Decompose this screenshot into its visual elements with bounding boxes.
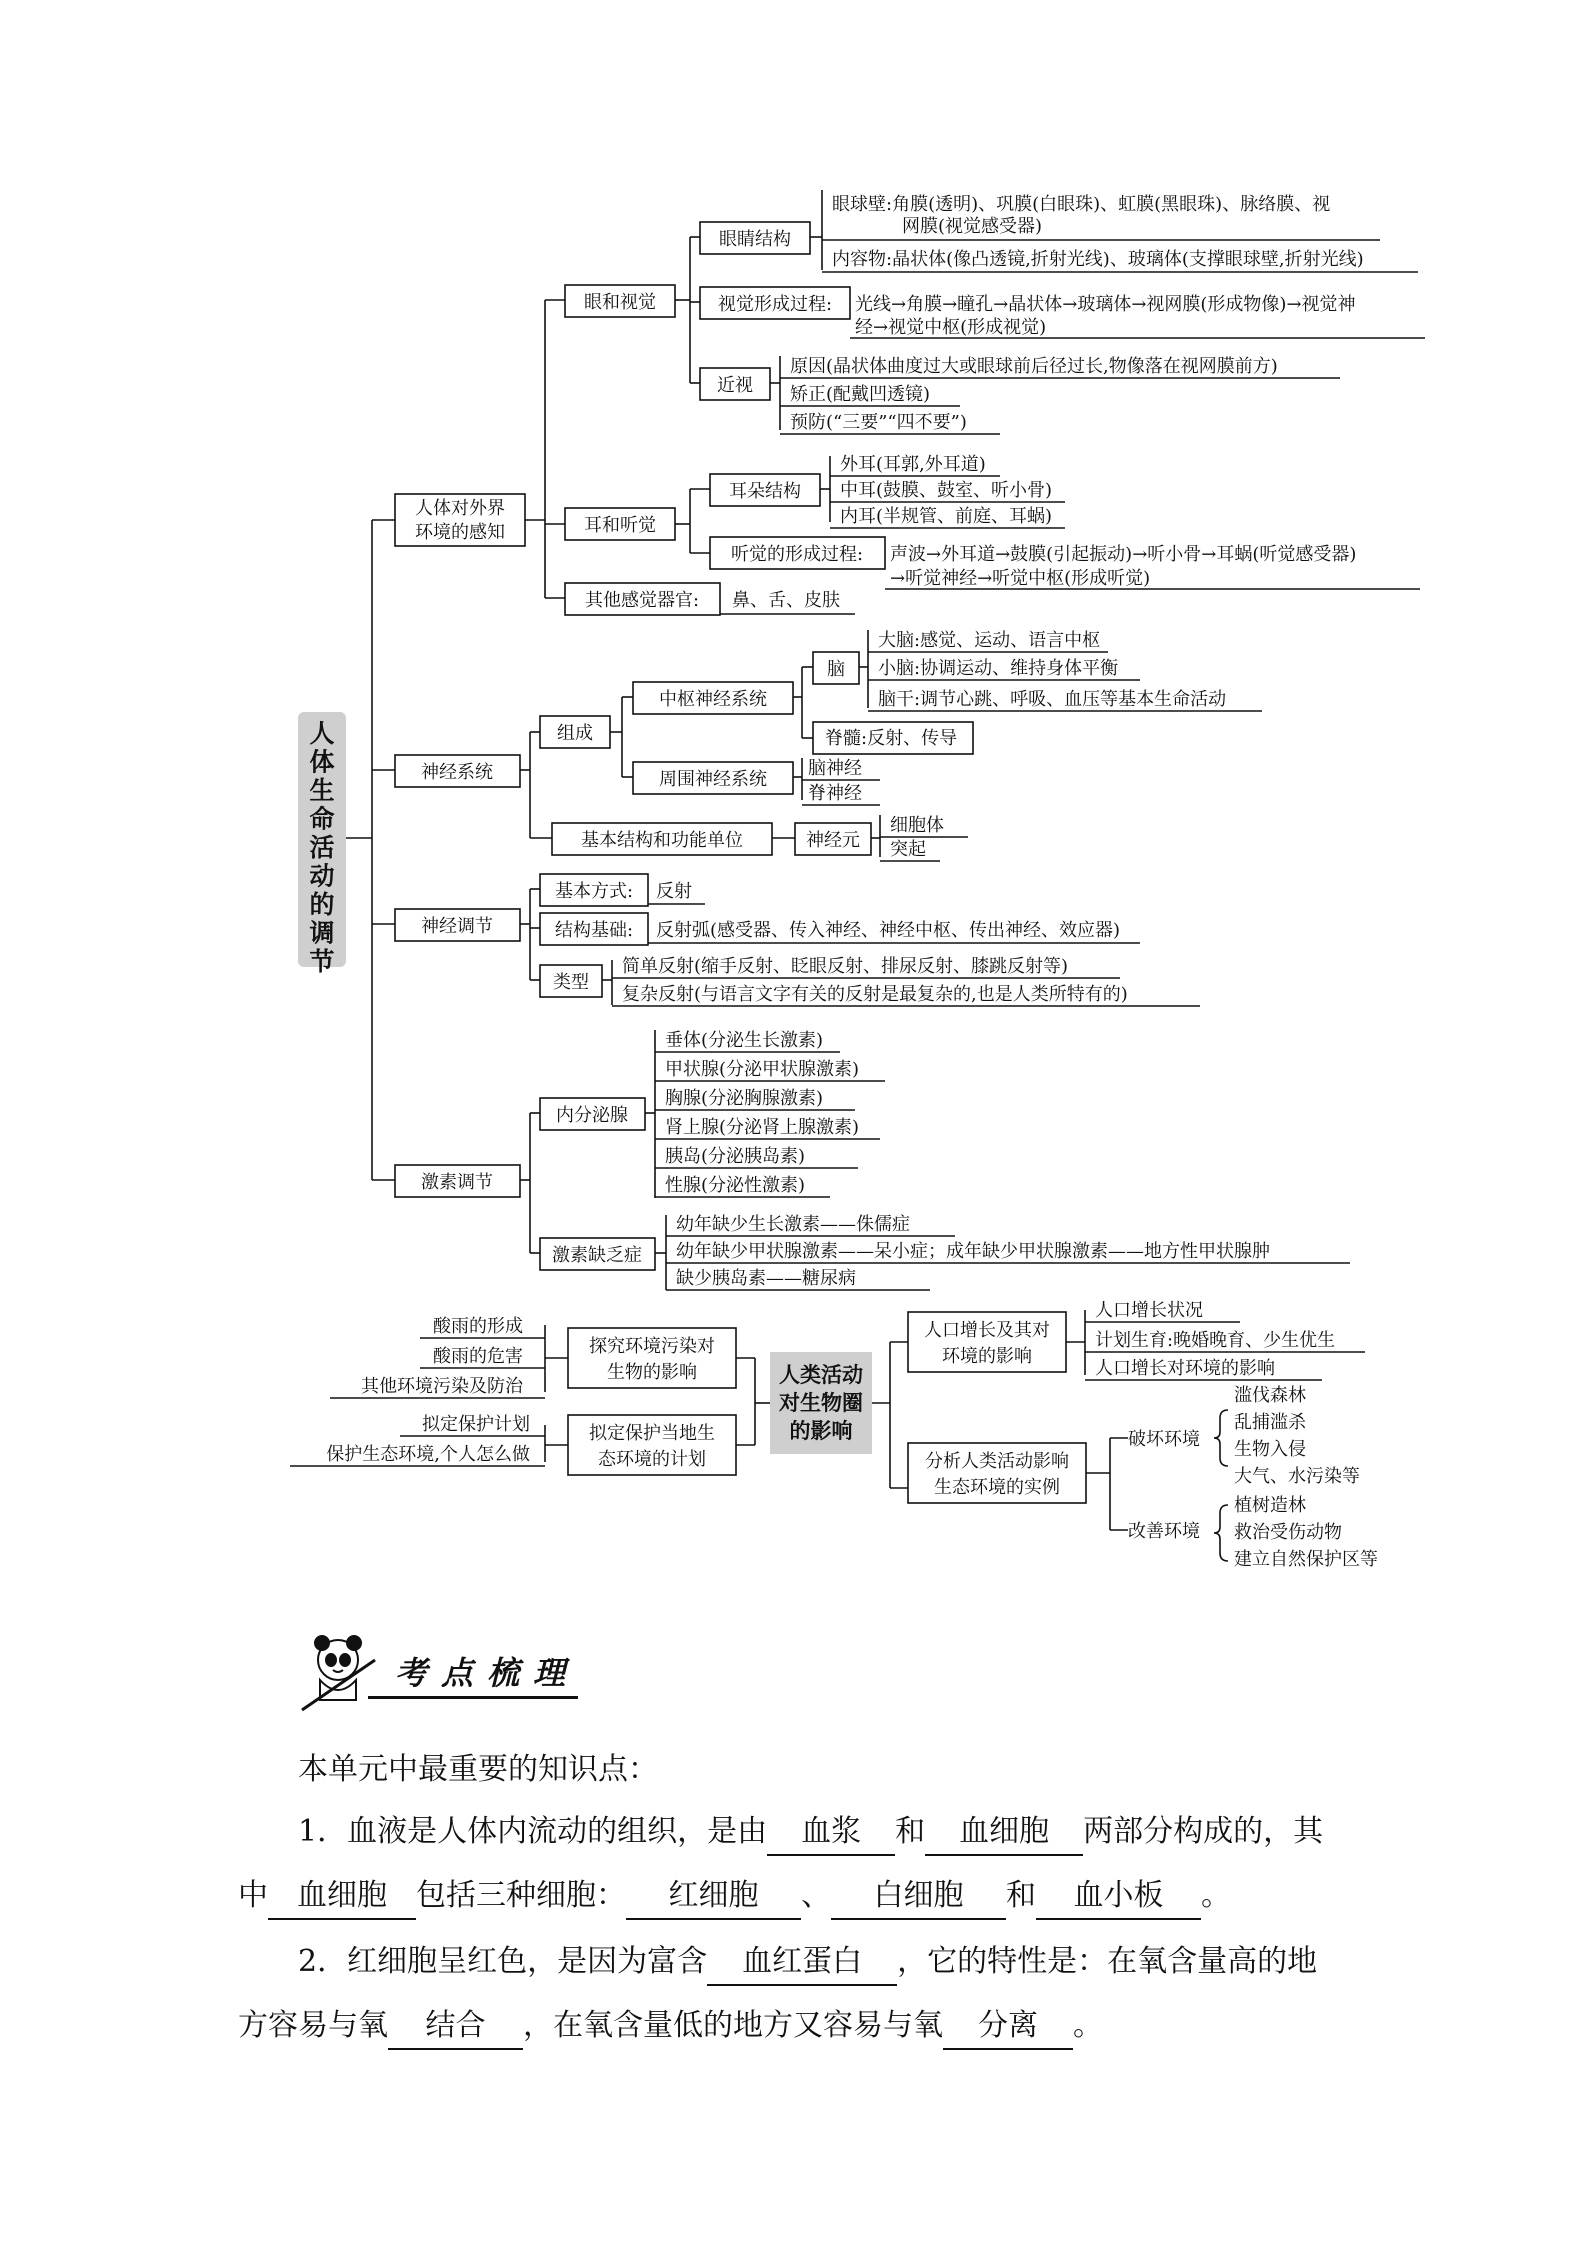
q1-answer-wbc: 白细胞 xyxy=(831,1874,1006,1920)
improve-item-2: 救治受伤动物 xyxy=(1234,1522,1342,1543)
ear-part-3: 内耳(半规管、前庭、耳蜗) xyxy=(840,506,1053,527)
q1-text-7: 和 xyxy=(1006,1878,1036,1913)
q1-answer-rbc: 红细胞 xyxy=(626,1874,801,1920)
analysis-label-2: 生态环境的实例 xyxy=(934,1477,1060,1498)
myopia-label: 近视 xyxy=(717,375,753,396)
brain-item-1: 大脑:感觉、运动、语言中枢 xyxy=(878,630,1101,651)
improve-label: 改善环境 xyxy=(1128,1521,1200,1542)
deficiency-item-1: 幼年缺少生长激素——侏儒症 xyxy=(676,1214,910,1235)
endocrine-gland-item: 胸腺(分泌胸腺激素) xyxy=(665,1088,824,1109)
nervous-label: 神经系统 xyxy=(421,762,493,783)
q1-text-4: 中 xyxy=(238,1878,268,1913)
reflex-type-1: 简单反射(缩手反射、眨眼反射、排尿反射、膝跳反射等) xyxy=(622,956,1069,977)
ear-label: 耳和听觉 xyxy=(584,515,656,536)
root-label-char: 的 xyxy=(309,890,335,919)
q1-text-2: 和 xyxy=(895,1814,926,1849)
deficiency-label: 激素缺乏症 xyxy=(552,1245,642,1266)
destroy-item-4: 大气、水污染等 xyxy=(1234,1466,1360,1487)
eye-label: 眼和视觉 xyxy=(584,292,656,313)
q2-text-2: ，它的特性是：在氧含量高的地 xyxy=(897,1944,1318,1979)
deficiency-item-2: 幼年缺少甲状腺激素——呆小症；成年缺少甲状腺激素——地方性甲状腺肿 xyxy=(676,1241,1270,1262)
compose-label: 组成 xyxy=(557,723,593,744)
plan-item-2: 保护生态环境,个人怎么做 xyxy=(326,1444,530,1465)
neuron-item-2: 突起 xyxy=(890,839,926,860)
population-label-2: 环境的影响 xyxy=(942,1346,1032,1367)
brain-label: 脑 xyxy=(827,659,845,680)
q2-text-1: 2．红细胞呈红色，是因为富含 xyxy=(298,1944,708,1979)
center-label-1: 人类活动 xyxy=(779,1363,863,1387)
q1-answer-blood-cells-2: 血细胞 xyxy=(268,1874,416,1920)
endocrine-gland-item: 垂体(分泌生长激素) xyxy=(665,1030,824,1051)
eye-content: 内容物:晶状体(像凸透镜,折射光线)、玻璃体(支撑眼球壁,折射光线) xyxy=(832,249,1364,270)
destroy-brace xyxy=(1214,1410,1228,1466)
root-label-char: 节 xyxy=(309,947,335,976)
root-label xyxy=(309,719,334,976)
question-2 xyxy=(238,1930,1368,2058)
eye-structure-label: 眼睛结构 xyxy=(719,229,791,250)
q1-answer-blood-cells: 血细胞 xyxy=(925,1810,1083,1856)
population-item-1: 人口增长状况 xyxy=(1095,1300,1203,1321)
ear-part-1: 外耳(耳郭,外耳道) xyxy=(840,454,986,475)
q1-text-5: 包括三种细胞： xyxy=(416,1878,626,1913)
myopia-item-3: 预防(“三要”“四不要”) xyxy=(790,412,967,433)
reflex-types-label: 类型 xyxy=(553,972,589,993)
vision-process-label: 视觉形成过程: xyxy=(717,294,833,315)
vision-process-line-1: 光线→角膜→瞳孔→晶状体→玻璃体→视网膜(形成物像)→视觉神 xyxy=(855,294,1356,315)
q1-text-8: 。 xyxy=(1201,1878,1231,1913)
struct-basis-value: 反射弧(感受器、传入神经、神经中枢、传出神经、效应器) xyxy=(656,920,1121,941)
hearing-process-label: 听觉的形成过程: xyxy=(730,544,864,565)
population-item-2: 计划生育:晚婚晚育、少生优生 xyxy=(1095,1330,1336,1351)
explore-label-1: 探究环境污染对 xyxy=(589,1336,715,1357)
population-label-1: 人口增长及其对 xyxy=(924,1320,1050,1341)
endocrine-gland-item: 性腺(分泌性激素) xyxy=(665,1175,806,1196)
root-label-char: 体 xyxy=(309,747,335,777)
q2-text-5: 。 xyxy=(1073,2008,1103,2043)
center-label-2: 对生物圈 xyxy=(779,1391,863,1415)
explore-item-1: 酸雨的形成 xyxy=(433,1316,523,1337)
central-nervous-label: 中枢神经系统 xyxy=(659,689,767,710)
sense-label-2: 环境的感知 xyxy=(415,522,505,543)
endocrine-gland-item: 肾上腺(分泌肾上腺激素) xyxy=(665,1117,860,1138)
q1-answer-plasma: 血浆 xyxy=(767,1810,895,1856)
q2-answer-separate: 分离 xyxy=(943,2004,1073,2050)
question-1-line-2 xyxy=(238,1864,1368,1928)
question-1-line-1 xyxy=(238,1800,1368,1864)
basic-mode-label: 基本方式: xyxy=(554,881,634,902)
q2-answer-hemoglobin: 血红蛋白 xyxy=(707,1940,897,1986)
explore-item-3: 其他环境污染及防治 xyxy=(361,1376,523,1397)
destroy-item-3: 生物入侵 xyxy=(1234,1439,1306,1460)
q1-text-6: 、 xyxy=(801,1878,831,1913)
peripheral-item-2: 脊神经 xyxy=(808,783,862,804)
root-label-char: 调 xyxy=(309,918,335,948)
plan-item-1: 拟定保护计划 xyxy=(422,1414,530,1435)
basic-mode-value: 反射 xyxy=(656,881,692,902)
ear-structure-label: 耳朵结构 xyxy=(729,481,801,502)
improve-item-1: 植树造林 xyxy=(1234,1495,1306,1516)
plan-label-1: 拟定保护当地生 xyxy=(589,1423,715,1444)
endocrine-label: 内分泌腺 xyxy=(556,1105,628,1126)
neuron-label: 神经元 xyxy=(806,830,860,851)
brain-item-2: 小脑:协调运动、维持身体平衡 xyxy=(878,658,1119,679)
root-label-char: 动 xyxy=(309,861,335,891)
eye-wall-line-1: 眼球壁:角膜(透明)、巩膜(白眼珠)、虹膜(黑眼珠)、脉络膜、视 xyxy=(832,194,1331,215)
question-2-line-2 xyxy=(238,1994,1368,2058)
improve-item-3: 建立自然保护区等 xyxy=(1234,1549,1378,1570)
deficiency-item-3: 缺少胰岛素——糖尿病 xyxy=(676,1268,856,1289)
plan-label-2: 态环境的计划 xyxy=(598,1449,706,1470)
root-label-char: 活 xyxy=(309,833,335,862)
endocrine-gland-item: 胰岛(分泌胰岛素) xyxy=(665,1146,806,1167)
unit-label: 基本结构和功能单位 xyxy=(581,830,743,851)
analysis-label-1: 分析人类活动影响 xyxy=(925,1451,1069,1472)
struct-basis-label: 结构基础: xyxy=(554,920,634,941)
myopia-item-1: 原因(晶状体曲度过大或眼球前后径过长,物像落在视网膜前方) xyxy=(790,356,1278,377)
hormone-label: 激素调节 xyxy=(421,1172,493,1193)
root-label-char: 人 xyxy=(309,719,335,748)
q1-answer-platelet: 血小板 xyxy=(1036,1874,1201,1920)
other-senses-value: 鼻、舌、皮肤 xyxy=(732,590,840,611)
reflex-type-2: 复杂反射(与语言文字有关的反射是最复杂的,也是人类所特有的) xyxy=(622,984,1128,1005)
eye-wall-line-2: 网膜(视觉感受器) xyxy=(902,216,1043,237)
section-title: 考点梳理 xyxy=(395,1654,580,1692)
q2-answer-combine: 结合 xyxy=(388,2004,523,2050)
explore-item-2: 酸雨的危害 xyxy=(433,1346,523,1367)
brain-item-3: 脑干:调节心跳、呼吸、血压等基本生命活动 xyxy=(878,689,1227,710)
center-label-3: 的影响 xyxy=(789,1419,853,1443)
peripheral-nervous-label: 周围神经系统 xyxy=(659,769,767,790)
question-2-line-1 xyxy=(238,1930,1368,1994)
intro-paragraph: 本单元中最重要的知识点： xyxy=(298,1752,658,1787)
neuron-item-1: 细胞体 xyxy=(890,815,944,836)
vision-process-line-2: 经→视觉中枢(形成视觉) xyxy=(855,317,1047,338)
q2-text-4: ，在氧含量低的地方又容易与氧 xyxy=(523,2008,943,2043)
root-label-char: 命 xyxy=(309,804,335,834)
hearing-process-line-1: 声波→外耳道→鼓膜(引起振动)→听小骨→耳蜗(听觉感受器) xyxy=(890,544,1357,565)
endocrine-gland-item: 甲状腺(分泌甲状腺激素) xyxy=(665,1059,860,1080)
destroy-item-2: 乱捕滥杀 xyxy=(1234,1412,1306,1433)
neural-reg-label: 神经调节 xyxy=(421,916,493,937)
improve-brace xyxy=(1214,1505,1228,1561)
destroy-label: 破坏环境 xyxy=(1128,1429,1200,1450)
other-senses-label: 其他感觉器官: xyxy=(584,590,700,611)
myopia-item-2: 矫正(配戴凹透镜) xyxy=(790,384,931,405)
root-label-char: 生 xyxy=(309,776,335,805)
spinal-cord: 脊髓:反射、传导 xyxy=(825,728,958,749)
sense-label-1: 人体对外界 xyxy=(415,498,505,519)
peripheral-item-1: 脑神经 xyxy=(808,758,862,779)
q2-text-3: 方容易与氧 xyxy=(238,2008,388,2043)
section-title-underline xyxy=(368,1696,578,1699)
question-1 xyxy=(238,1800,1368,1928)
q1-text-3: 两部分构成的，其 xyxy=(1083,1814,1324,1849)
hearing-process-line-2: →听觉神经→听觉中枢(形成听觉) xyxy=(890,568,1151,589)
ear-part-2: 中耳(鼓膜、鼓室、听小骨) xyxy=(840,480,1053,501)
endocrine-list xyxy=(655,1030,885,1197)
q1-text-1: 1．血液是人体内流动的组织，是由 xyxy=(298,1814,768,1849)
explore-label-2: 生物的影响 xyxy=(607,1362,697,1383)
destroy-item-1: 滥伐森林 xyxy=(1234,1385,1306,1406)
panda-mascot-icon xyxy=(302,1636,375,1710)
population-item-3: 人口增长对环境的影响 xyxy=(1095,1358,1275,1379)
root-label-vertical xyxy=(309,719,334,976)
